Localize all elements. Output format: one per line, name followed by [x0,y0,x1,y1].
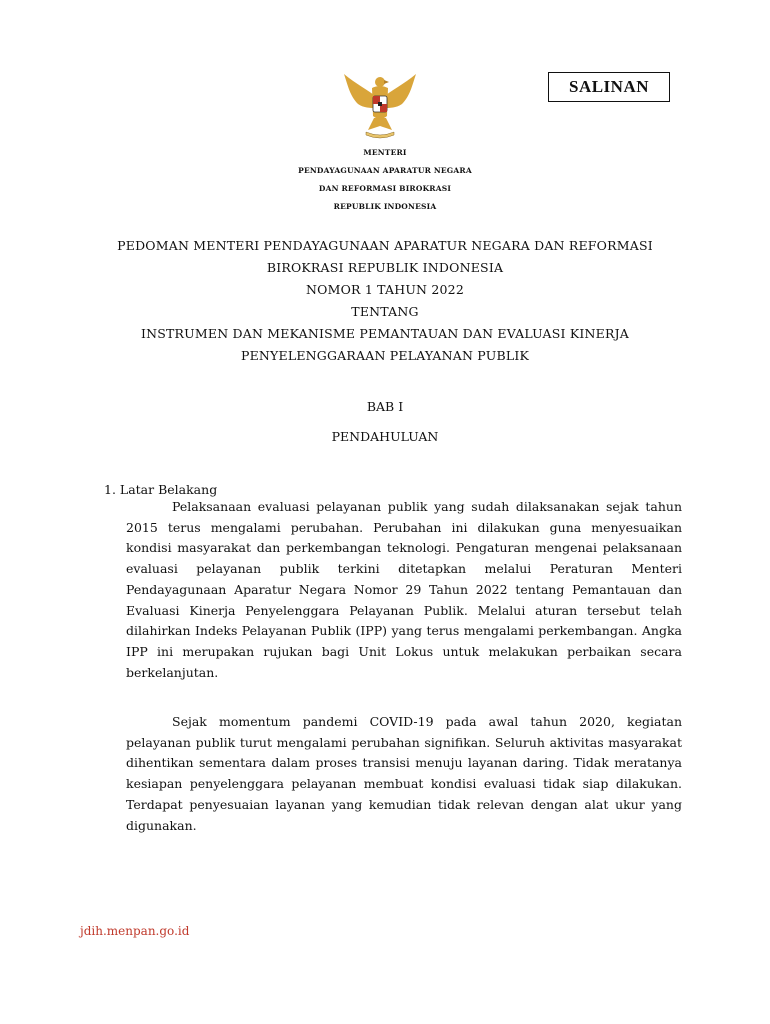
chapter-name: PENDAHULUAN [331,429,439,444]
footer-link[interactable]: jdih.menpan.go.id [80,924,190,938]
garuda-emblem-icon [340,68,420,140]
ministry-line-3: DAN REFORMASI BIROKRASI [318,184,452,193]
paragraph-1 [126,497,682,683]
paragraph-2 [126,712,682,836]
ministry-line-4: REPUBLIK INDONESIA [333,202,437,211]
chapter-number: BAB I [366,399,404,414]
salinan-stamp: SALINAN [548,72,670,102]
section-heading: 1. Latar Belakang [104,482,218,497]
paragraph-2-text: Sejak momentum pandemi COVID-19 pada awal tahun 2020, kegiatan pelayanan publik turut mengalami perubahan signifikan. Seluruh aktivitas masyarakat dihentikan sementara dalam proses transisi menuju layanan daring. Tidak meratanya kesiapan penyelenggara pelayanan membuat kondisi evaluasi tidak siap dilakukan. Terdapat penyesuaian layanan yang kemudian tidak relevan dengan alat ukur yang digunakan. [126,714,682,833]
ministry-line-1: MENTERI [363,148,407,157]
title-line-6: PENYELENGGARAAN PELAYANAN PUBLIK [240,348,530,363]
title-line-5: INSTRUMEN DAN MEKANISME PEMANTAUAN DAN EVALUASI KINERJA [140,326,630,341]
title-line-1: PEDOMAN MENTERI PENDAYAGUNAAN APARATUR NEGARA DAN REFORMASI [117,238,653,253]
title-line-2: BIROKRASI REPUBLIK INDONESIA [266,260,504,275]
paragraph-1-text: Pelaksanaan evaluasi pelayanan publik yang sudah dilaksanakan sejak tahun 2015 terus mengalami perubahan. Perubahan ini dilakukan guna menyesuaikan kondisi masyarakat dan perkembangan teknologi. Pengaturan mengenai pelaksanaan evaluasi pelayanan publik terkini ditetapkan melalui Peraturan Menteri Pendayagunaan Aparatur Negara Nomor 29 Tahun 2022 tentang Pemantauan dan Evaluasi Kinerja Penyelenggara Pelayanan Publik. Melalui aturan tersebut telah dilahirkan Indeks Pelayanan Publik (IPP) yang terus mengalami perkembangan. Angka IPP ini merupakan rujukan bagi Unit Lokus untuk melakukan perbaikan secara berkelanjutan. [126,499,682,680]
title-line-4: TENTANG [351,304,419,319]
ministry-line-2: PENDAYAGUNAAN APARATUR NEGARA [298,166,472,175]
title-line-3: NOMOR 1 TAHUN 2022 [306,282,464,297]
